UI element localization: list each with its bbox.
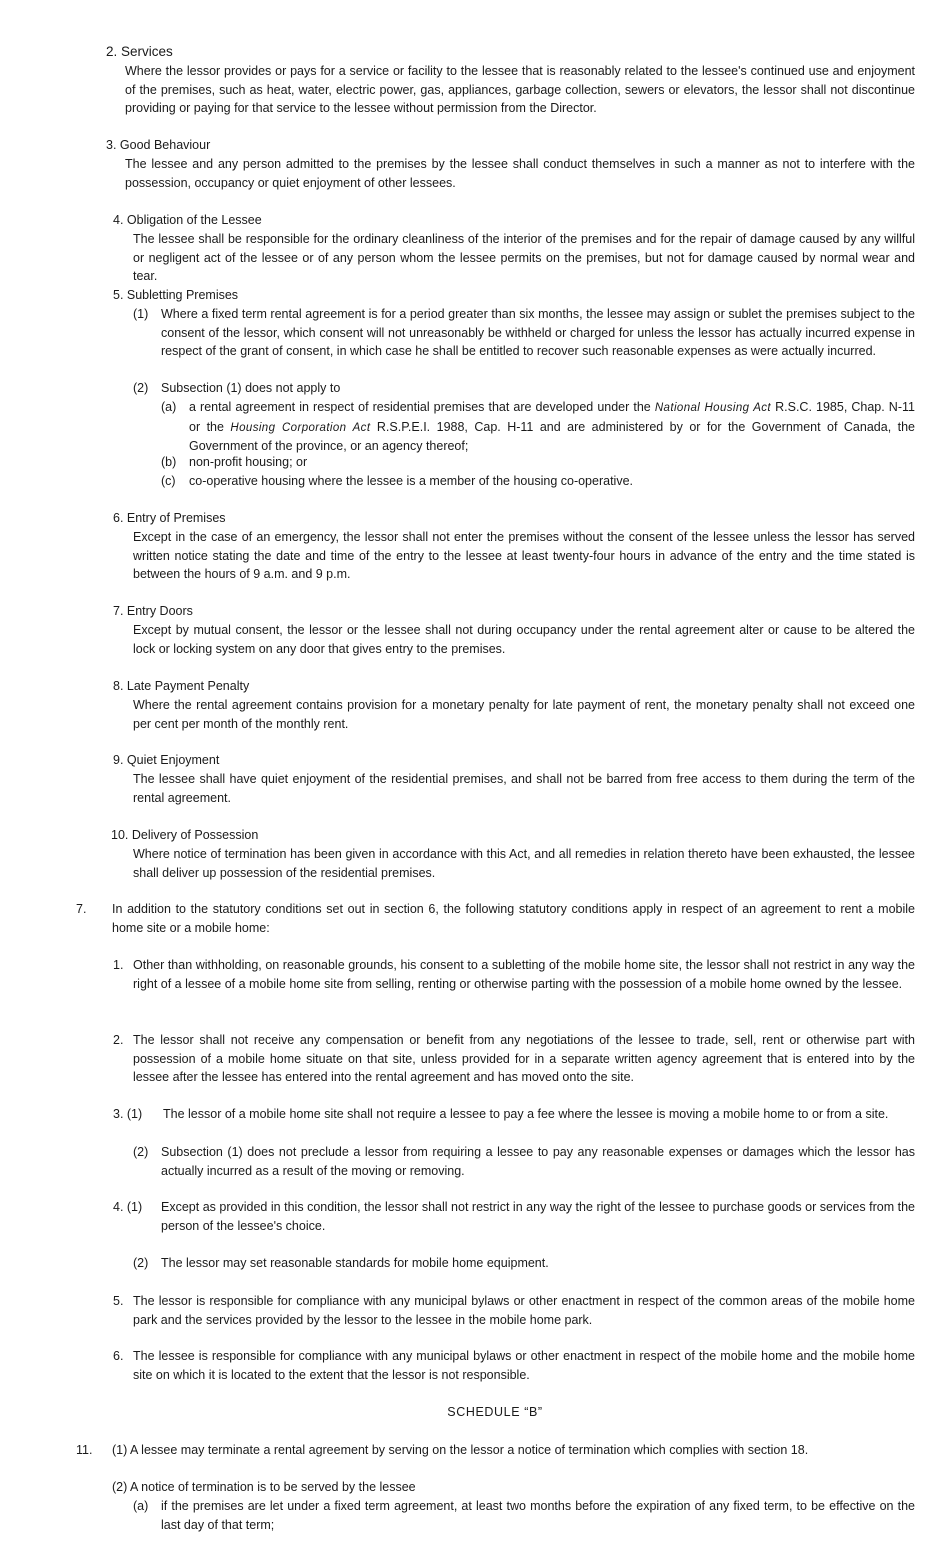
- section-7-item-2-number: 2.: [113, 1033, 124, 1047]
- section-7-item-5-text: The lessor is responsible for compliance with any municipal bylaws or other enactment in respect of the common areas of the mobile home park and the services provided by the lessor to the lessee in the mobile home park.: [133, 1294, 915, 1327]
- condition-3-heading: 3. Good Behaviour: [106, 138, 211, 152]
- section-7-item-3-sub2-text: Subsection (1) does not preclude a lessor from requiring a lessee to pay any reasonable expenses or damages which the lessor has actually incurred as a result of the moving or removing.: [161, 1145, 915, 1178]
- condition-2-text: Where the lessor provides or pays for a service or facility to the lessee that is reasonably related to the lessee's continued use and enjoyment of the premises, such as heat, water, electric power, gas, appliances, garbage collection, sewers or elevators, the lessor shall not discontinue providing or paying for that service to the lessee without permission from the Director.: [125, 64, 915, 115]
- section-7-item-3-number: 3. (1): [113, 1107, 143, 1121]
- condition-8-heading: 8. Late Payment Penalty: [113, 679, 250, 693]
- condition-5-item-b-text: non-profit housing; or: [189, 455, 308, 469]
- section-7-item-3-sub2-number: (2): [133, 1145, 149, 1159]
- condition-6-heading: 6. Entry of Premises: [113, 511, 226, 525]
- section-7-item-5-number: 5.: [113, 1294, 124, 1308]
- housing-corporation-act-title: Housing Corporation Act: [230, 421, 371, 434]
- section-7-item-4-sub2-number: (2): [133, 1256, 149, 1270]
- condition-5-sub1-text: Where a fixed term rental agreement is for a period greater than six months, the lessee may assign or sublet the premises subject to the consent of the lessor, which consent will not unreasonably be withheld or charged for unless the lessor has actually incurred expense in respect of the grant of consent, in which case he shall be entitled to recover such reasonable expenses as were actually incurred.: [161, 307, 915, 358]
- condition-9-text: The lessee shall have quiet enjoyment of the residential premises, and shall not be barred from free access to them during the term of the rental agreement.: [133, 772, 915, 805]
- section-7-item-3-sub1-text: The lessor of a mobile home site shall not require a lessee to pay a fee where the lessee is moving a mobile home to or from a site.: [163, 1107, 889, 1121]
- section-11-item-a-number: (a): [133, 1499, 149, 1513]
- section-11-item-a-text: if the premises are let under a fixed term agreement, at least two months before the expiration of any fixed term, to be effective on the last day of that term;: [161, 1499, 915, 1532]
- section-7-item-1-text: Other than withholding, on reasonable grounds, his consent to a subletting of the mobile home site, the lessor shall not restrict in any way the right of a lessee of a mobile home site from selling, renting or otherwise parting with the possession of a mobile home owned by the lessee.: [133, 958, 915, 991]
- section-7-item-1-number: 1.: [113, 958, 124, 972]
- condition-4-heading: 4. Obligation of the Lessee: [113, 213, 262, 227]
- section-7-number: 7.: [76, 902, 87, 916]
- section-7-item-4-sub2-text: The lessor may set reasonable standards for mobile home equipment.: [161, 1256, 549, 1270]
- schedule-b-heading: SCHEDULE “B”: [447, 1405, 543, 1419]
- national-housing-act-title: National Housing Act: [654, 402, 772, 414]
- condition-5-item-c-text: co-operative housing where the lessee is a member of the housing co-operative.: [189, 474, 634, 488]
- section-7-item-6-number: 6.: [113, 1349, 124, 1363]
- condition-9-heading: 9. Quiet Enjoyment: [113, 753, 220, 767]
- condition-7-heading: 7. Entry Doors: [113, 604, 193, 618]
- condition-8-text: Where the rental agreement contains provision for a monetary penalty for late payment of rent, the monetary penalty shall not exceed one per cent per month of the monthly rent.: [133, 698, 915, 731]
- section-11-number: 11.: [76, 1443, 93, 1457]
- condition-5-item-c-number: (c): [161, 474, 176, 488]
- condition-5-item-a-text: a rental agreement in respect of residential premises that are developed under the National Housing Act R.S.C. 1985, Chap. N-11 or the Housing Corporation Act R.S.P.E.I. 1988, Cap. H-11 and are administered by or for the Government of Canada, the Government of the province, or an agency thereof;: [189, 400, 915, 453]
- condition-4-text: The lessee shall be responsible for the ordinary cleanliness of the interior of the premises and for the repair of damage caused by any willful or negligent act of the lessee or of any person whom the lessee permits on the premises, but not for damage caused by normal wear and tear.: [133, 232, 915, 283]
- condition-5-sub2-number: (2): [133, 381, 149, 395]
- condition-5-sub2-text: Subsection (1) does not apply to: [161, 381, 341, 395]
- section-7-intro: In addition to the statutory conditions set out in section 6, the following statutory conditions apply in respect of an agreement to rent a mobile home site or a mobile home:: [112, 902, 915, 935]
- section-7-item-2-text: The lessor shall not receive any compensation or benefit from any negotiations of the lessee to trade, sell, rent or otherwise part with possession of a mobile home situate on that site, unless provided for in a separate written agency agreement that is entered into by the lessee after the lessee has entered into the rental agreement and has moved onto the site.: [133, 1033, 915, 1084]
- condition-5-heading: 5. Subletting Premises: [113, 288, 239, 302]
- condition-2-heading: 2. Services: [106, 44, 173, 59]
- condition-5-item-b-number: (b): [161, 455, 177, 469]
- condition-7-text: Except by mutual consent, the lessor or the lessee shall not during occupancy under the rental agreement alter or cause to be altered the lock or locking system on any door that gives entry to the premises.: [133, 623, 915, 656]
- section-11-sub2-text: (2) A notice of termination is to be served by the lessee: [112, 1480, 416, 1494]
- section-7-item-4-sub1-text: Except as provided in this condition, the lessor shall not restrict in any way the right of the lessee to purchase goods or services from the person of the lessee's choice.: [161, 1200, 915, 1233]
- condition-10-heading: 10. Delivery of Possession: [111, 828, 259, 842]
- condition-5-sub1-number: (1): [133, 307, 149, 321]
- condition-5-item-a-number: (a): [161, 400, 177, 414]
- condition-3-text: The lessee and any person admitted to the premises by the lessee shall conduct themselves in such a manner as not to interfere with the possession, occupancy or quiet enjoyment of other lessees.: [125, 157, 915, 190]
- section-7-item-4-number: 4. (1): [113, 1200, 143, 1214]
- condition-10-text: Where notice of termination has been given in accordance with this Act, and all remedies in relation thereto have been exhausted, the lessee shall deliver up possession of the residential premises.: [133, 847, 915, 880]
- section-7-item-6-text: The lessee is responsible for compliance with any municipal bylaws or other enactment in respect of the mobile home and the mobile home site on which it is located to the extent that the lessor is not responsible.: [133, 1349, 915, 1382]
- section-11-sub1-text: (1) A lessee may terminate a rental agreement by serving on the lessor a notice of termination which complies with section 18.: [112, 1443, 809, 1457]
- condition-6-text: Except in the case of an emergency, the lessor shall not enter the premises without the consent of the lessee unless the lessor has served written notice stating the date and time of the entry to the lessee at least twenty-four hours in advance of the entry and the time stated is between the hours of 9 a.m. and 9 p.m.: [133, 530, 915, 581]
